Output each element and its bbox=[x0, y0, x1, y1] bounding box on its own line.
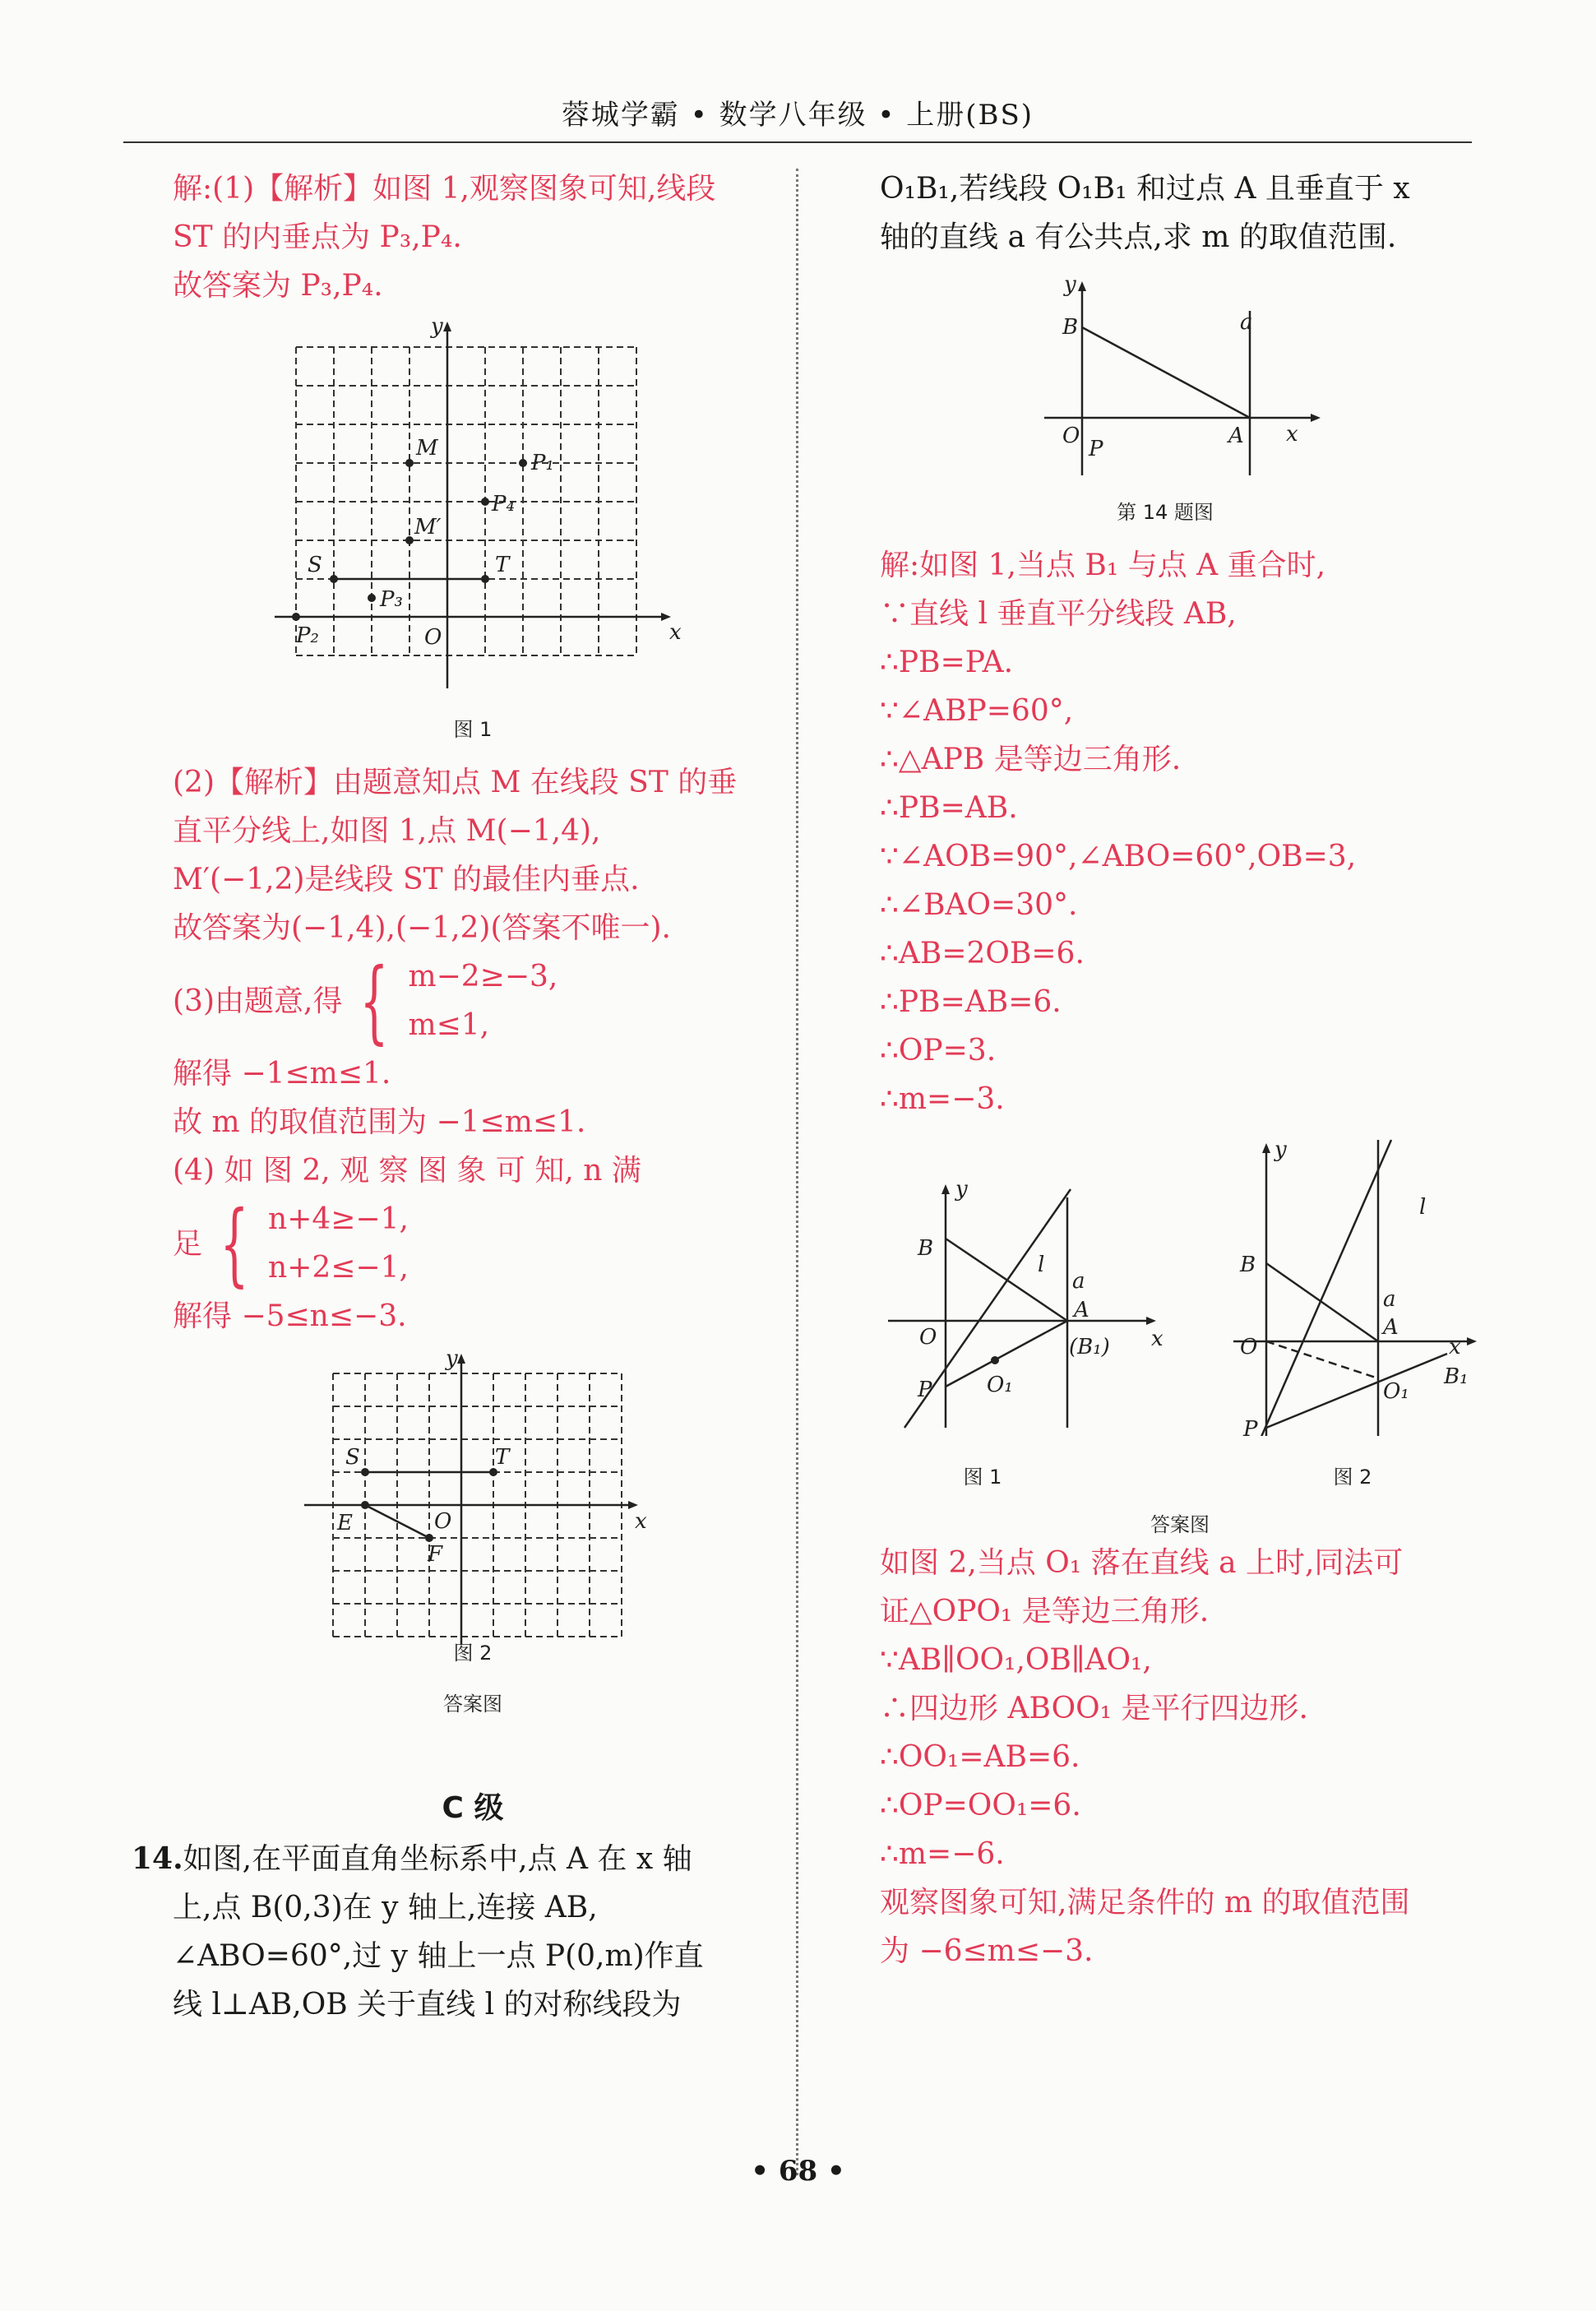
p14-B-label: B bbox=[1062, 315, 1079, 340]
solution-4-result: 解得 −5≤n≤−3. bbox=[173, 1299, 407, 1333]
af1-x-label: x bbox=[1151, 1327, 1163, 1351]
figure-1-grid bbox=[173, 310, 773, 705]
answer-figure-2-caption: 图 2 bbox=[1333, 1466, 1372, 1489]
point-M bbox=[405, 459, 414, 467]
problem-14-cont-line: 轴的直线 a 有公共点,求 m 的取值范围. bbox=[880, 220, 1397, 254]
solution-line: ∴OP=3. bbox=[880, 1034, 997, 1068]
solution-3-line: 解得 −1≤m≤1. bbox=[173, 1057, 391, 1091]
solution-line: ∴m=−3. bbox=[880, 1082, 1005, 1116]
inequality-line: n+4≥−1, bbox=[268, 1202, 409, 1236]
solution-2-line: ∴OO₁=AB=6. bbox=[880, 1740, 1080, 1774]
af1-B-label: B bbox=[918, 1236, 934, 1261]
solution-line: ∴AB=2OB=6. bbox=[880, 937, 1085, 970]
fig2-origin-label: O bbox=[434, 1509, 452, 1534]
problem-14-line: 上,点 B(0,3)在 y 轴上,连接 AB, bbox=[173, 1891, 598, 1924]
fig1-P2-label: P₂ bbox=[296, 623, 319, 648]
af1-a-label: a bbox=[1072, 1269, 1085, 1294]
af1-A-label: A bbox=[1074, 1298, 1089, 1322]
answer-figure-2 bbox=[880, 1123, 1480, 1436]
solution-line: ∵直线 l 垂直平分线段 AB, bbox=[880, 597, 1237, 631]
inequality-line: n+2≤−1, bbox=[268, 1251, 409, 1285]
figure-2-grid bbox=[173, 1341, 773, 1653]
p14-P-label: P bbox=[1089, 437, 1103, 461]
fig2-T-label: T bbox=[495, 1445, 510, 1470]
answer-figures-caption: 答案图 bbox=[1150, 1513, 1210, 1536]
solution-line: ∴∠BAO=30°. bbox=[880, 888, 1078, 922]
fig1-M-label: M bbox=[416, 436, 438, 461]
p14-A-label: A bbox=[1228, 424, 1244, 448]
answer-figure-caption: 答案图 bbox=[443, 1693, 502, 1716]
solution-3-prefix: (3)由题意,得 bbox=[173, 984, 343, 1018]
fig2-y-label: y bbox=[446, 1346, 458, 1371]
fig1-Mprime-label: M′ bbox=[414, 515, 442, 540]
solution-line: ∴PB=PA. bbox=[880, 646, 1014, 679]
af1-B1-label: (B₁) bbox=[1069, 1335, 1110, 1359]
page-header: 蓉城学霸 • 数学八年级 • 上册(BS) bbox=[561, 99, 1034, 132]
solution-2-line: 证△OPO₁ 是等边三角形. bbox=[880, 1595, 1210, 1628]
solution-2-line: M′(−1,2)是线段 ST 的最佳内垂点. bbox=[173, 863, 640, 896]
fig1-T-label: T bbox=[495, 553, 510, 577]
problem-number: 14. bbox=[132, 1841, 183, 1876]
af2-y-label: y bbox=[1274, 1137, 1287, 1162]
right-column bbox=[880, 164, 1480, 1975]
af2-B-label: B bbox=[1240, 1253, 1256, 1277]
solution-line: ∵∠AOB=90°,∠ABO=60°,OB=3, bbox=[880, 840, 1357, 873]
fig2-F-label: F bbox=[428, 1542, 443, 1567]
answer-figure-1-caption: 图 1 bbox=[963, 1466, 1002, 1489]
af2-x-label: x bbox=[1449, 1335, 1461, 1359]
level-c-heading: C 级 bbox=[442, 1791, 504, 1825]
point-P3 bbox=[368, 594, 376, 602]
fig2-S-label: S bbox=[345, 1445, 360, 1470]
point-E bbox=[361, 1501, 369, 1509]
solution-4-line: (4) 如 图 2, 观 察 图 象 可 知, n 满 bbox=[173, 1154, 641, 1188]
problem-14-figure bbox=[880, 262, 1480, 541]
point-F bbox=[425, 1534, 433, 1542]
fig1-P4-label: P₄ bbox=[492, 492, 515, 516]
brace-icon: { bbox=[359, 948, 389, 1054]
fig1-P1-label: P₁ bbox=[531, 451, 554, 475]
solution-line: ∴△APB 是等边三角形. bbox=[880, 743, 1182, 776]
solution-4-system bbox=[173, 1191, 773, 1296]
solution-2-line: 为 −6≤m≤−3. bbox=[880, 1934, 1094, 1968]
point-S bbox=[361, 1468, 369, 1476]
problem-14-line: 14.如图,在平面直角坐标系中,点 A 在 x 轴 bbox=[132, 1841, 692, 1876]
p14-y-label: y bbox=[1064, 272, 1076, 297]
inequality-line: m≤1, bbox=[408, 1008, 490, 1042]
fig1-S-label: S bbox=[308, 553, 322, 577]
solution-3-system bbox=[173, 948, 773, 1054]
point-P1 bbox=[519, 459, 527, 467]
fig1-x-label: x bbox=[669, 620, 682, 645]
fig1-y-label: y bbox=[431, 314, 443, 339]
fig1-P3-label: P₃ bbox=[380, 587, 403, 612]
solution-1-line: 解:(1)【解析】如图 1,观察图象可知,线段 bbox=[173, 172, 716, 206]
column-divider bbox=[796, 169, 798, 2175]
solution-1-line: ST 的内垂点为 P₃,P₄. bbox=[173, 220, 462, 254]
figure-1 bbox=[173, 310, 773, 758]
af1-P-label: P bbox=[918, 1378, 932, 1402]
left-column bbox=[132, 164, 773, 2029]
solution-2-line: 直平分线上,如图 1,点 M(−1,4), bbox=[173, 814, 601, 848]
figure-1-caption: 图 1 bbox=[453, 718, 493, 741]
af2-P-label: P bbox=[1243, 1417, 1258, 1436]
problem-14-diagram bbox=[880, 262, 1480, 484]
af1-O-label: O bbox=[919, 1325, 937, 1350]
solution-line: ∵∠ABP=60°, bbox=[880, 694, 1074, 728]
solution-4-prefix: 足 bbox=[173, 1226, 203, 1261]
solution-2-line: ∴四边形 ABOO₁ 是平行四边形. bbox=[880, 1692, 1308, 1725]
solution-2-line: ∴OP=OO₁=6. bbox=[880, 1789, 1081, 1822]
problem-14-figure-caption: 第 14 题图 bbox=[1117, 501, 1214, 524]
af2-l-label: l bbox=[1419, 1195, 1427, 1220]
solution-3-line: 故 m 的取值范围为 −1≤m≤1. bbox=[173, 1105, 586, 1139]
brace-icon: { bbox=[220, 1191, 249, 1296]
header-rule bbox=[123, 141, 1472, 143]
figure-2 bbox=[173, 1341, 773, 1727]
solution-2-line: 观察图象可知,满足条件的 m 的取值范围 bbox=[880, 1886, 1410, 1920]
af1-l-label: l bbox=[1038, 1253, 1045, 1277]
figure-2-caption: 图 2 bbox=[453, 1642, 493, 1665]
solution-2-line: ∵AB∥OO₁,OB∥AO₁, bbox=[880, 1643, 1152, 1677]
problem-14-line: ∠ABO=60°,过 y 轴上一点 P(0,m)作直 bbox=[173, 1939, 704, 1973]
point-T bbox=[481, 575, 489, 583]
answer-figures bbox=[880, 1123, 1480, 1539]
solution-2-line: (2)【解析】由题意知点 M 在线段 ST 的垂 bbox=[173, 766, 738, 799]
inequality-line: m−2≥−3, bbox=[408, 960, 558, 993]
af1-O1-label: O₁ bbox=[987, 1373, 1013, 1397]
p14-a-label: a bbox=[1240, 310, 1253, 335]
af2-O-label: O bbox=[1240, 1335, 1258, 1359]
solution-2-line: 如图 2,当点 O₁ 落在直线 a 上时,同法可 bbox=[880, 1546, 1404, 1580]
page-number: • 68 • bbox=[751, 2155, 845, 2188]
fig2-x-label: x bbox=[635, 1509, 647, 1534]
problem-14-cont-line: O₁B₁,若线段 O₁B₁ 和过点 A 且垂直于 x bbox=[880, 172, 1410, 206]
point-P2 bbox=[292, 613, 300, 621]
p14-x-label: x bbox=[1286, 422, 1298, 447]
af2-a-label: a bbox=[1383, 1287, 1396, 1312]
fig1-origin-label: O bbox=[424, 625, 442, 650]
fig2-E-label: E bbox=[337, 1511, 353, 1535]
point-P4 bbox=[481, 498, 489, 506]
point-Mprime bbox=[405, 536, 414, 544]
solution-1-line: 故答案为 P₃,P₄. bbox=[173, 269, 383, 303]
p14-O-label: O bbox=[1062, 424, 1080, 448]
point-S bbox=[330, 575, 338, 583]
af2-O1-label: O₁ bbox=[1383, 1379, 1409, 1404]
solution-line: 解:如图 1,当点 B₁ 与点 A 重合时, bbox=[880, 549, 1326, 582]
solution-line: ∴PB=AB. bbox=[880, 791, 1018, 825]
af2-A-label: A bbox=[1383, 1315, 1399, 1340]
problem-14-line: 线 l⊥AB,OB 关于直线 l 的对称线段为 bbox=[173, 1988, 682, 2022]
af2-B1-label: B₁ bbox=[1444, 1364, 1469, 1389]
solution-2-line: ∴m=−6. bbox=[880, 1837, 1005, 1871]
solution-2-line: 故答案为(−1,4),(−1,2)(答案不唯一). bbox=[173, 911, 671, 945]
af1-y-label: y bbox=[955, 1177, 968, 1202]
solution-line: ∴PB=AB=6. bbox=[880, 985, 1062, 1019]
